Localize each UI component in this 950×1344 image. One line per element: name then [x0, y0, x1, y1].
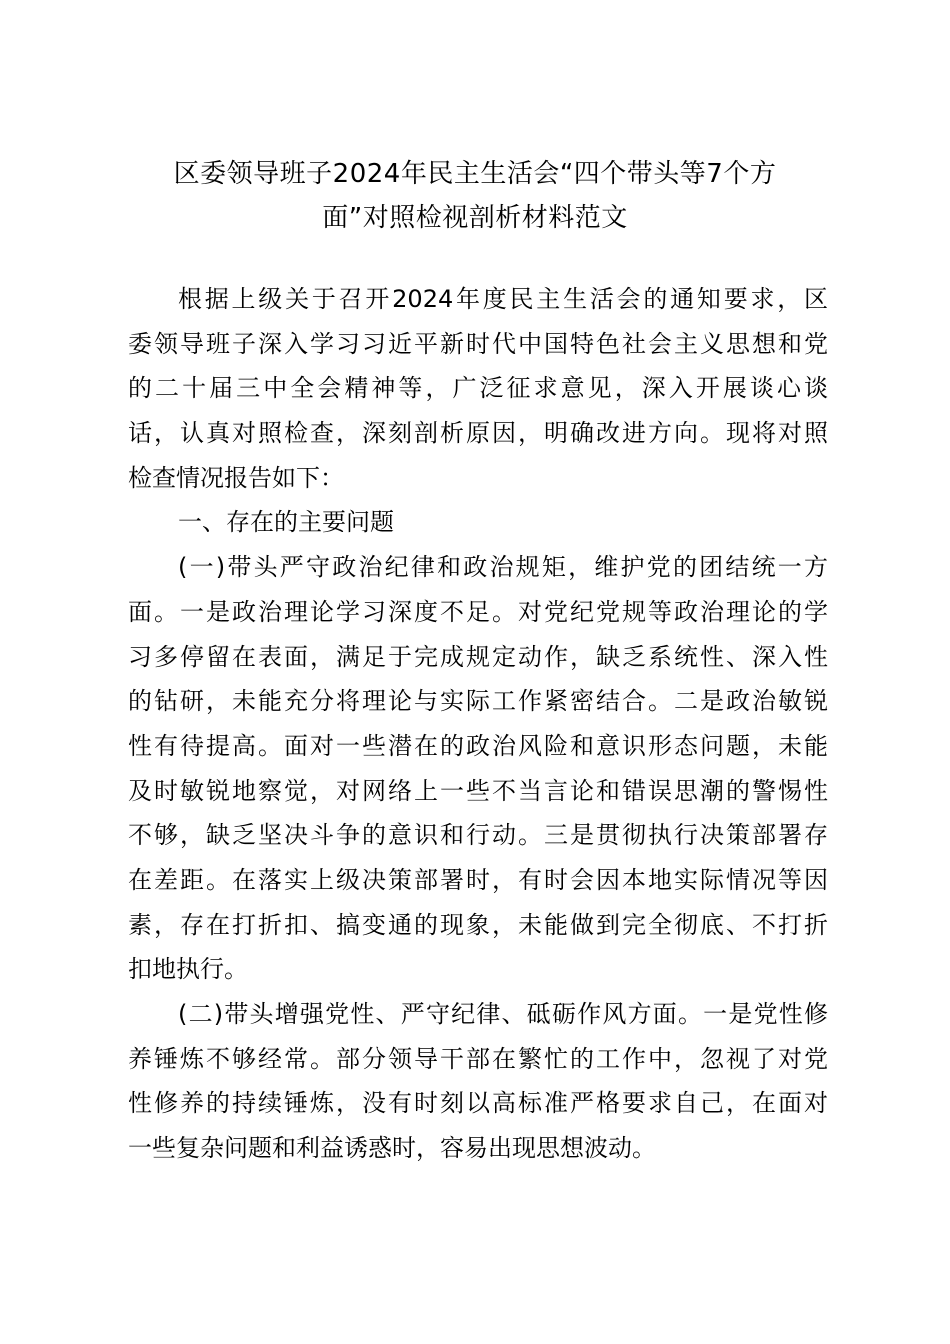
paragraph-one-line: 及时敏锐地察觉，对网络上一些不当言论和错误思潮的警惕性 [128, 776, 828, 805]
paragraph-one-line: 不够，缺乏坚决斗争的意识和行动。三是贯彻执行决策部署存 [128, 821, 828, 850]
paragraph-intro-line: 检查情况报告如下： [128, 463, 344, 492]
title-line: 面”对照检视剖析材料范文 [322, 203, 628, 233]
paragraph-two-line: 养锤炼不够经常。部分领导干部在繁忙的工作中，忽视了对党 [128, 1044, 828, 1073]
paragraph-one-line: 扣地执行。 [128, 955, 248, 984]
paragraph-one-line: (一)带头严守政治纪律和政治规矩，维护党的团结统一方 [178, 553, 828, 582]
paragraph-intro-line: 委领导班子深入学习习近平新时代中国特色社会主义思想和党 [128, 329, 828, 358]
paragraph-two-line: 性修养的持续锤炼，没有时刻以高标准严格要求自己，在面对 [128, 1089, 828, 1118]
paragraph-intro-line: 的二十届三中全会精神等，广泛征求意见，深入开展谈心谈 [128, 374, 828, 403]
paragraph-two-line: 一些复杂问题和利益诱惑时，容易出现思想波动。 [128, 1134, 656, 1163]
paragraph-one-line: 面。一是政治理论学习深度不足。对党纪党规等政治理论的学 [128, 597, 828, 626]
paragraph-one-line: 在差距。在落实上级决策部署时，有时会因本地实际情况等因 [128, 865, 828, 894]
paragraph-intro-line: 话，认真对照检查，深刻剖析原因，明确改进方向。现将对照 [128, 419, 828, 448]
paragraph-one-line: 性有待提高。面对一些潜在的政治风险和意识形态问题，未能 [128, 731, 828, 760]
title-line: 区委领导班子2024年民主生活会“四个带头等7个方 [173, 159, 777, 189]
paragraph-intro-line: 根据上级关于召开2024年度民主生活会的通知要求，区 [178, 285, 828, 313]
paragraph-two-line: (二)带头增强党性、严守纪律、砥砺作风方面。一是党性修 [178, 1000, 828, 1028]
paragraph-one-line: 习多停留在表面，满足于完成规定动作，缺乏系统性、深入性 [128, 642, 828, 671]
document-title [110, 152, 840, 240]
document-body [128, 277, 828, 1171]
paragraph-one-line: 的钻研，未能充分将理论与实际工作紧密结合。二是政治敏锐 [128, 687, 828, 716]
section-heading: 一、存在的主要问题 [178, 508, 394, 537]
paragraph-one-line: 素，存在打折扣、搞变通的现象，未能做到完全彻底、不打折 [128, 910, 828, 939]
